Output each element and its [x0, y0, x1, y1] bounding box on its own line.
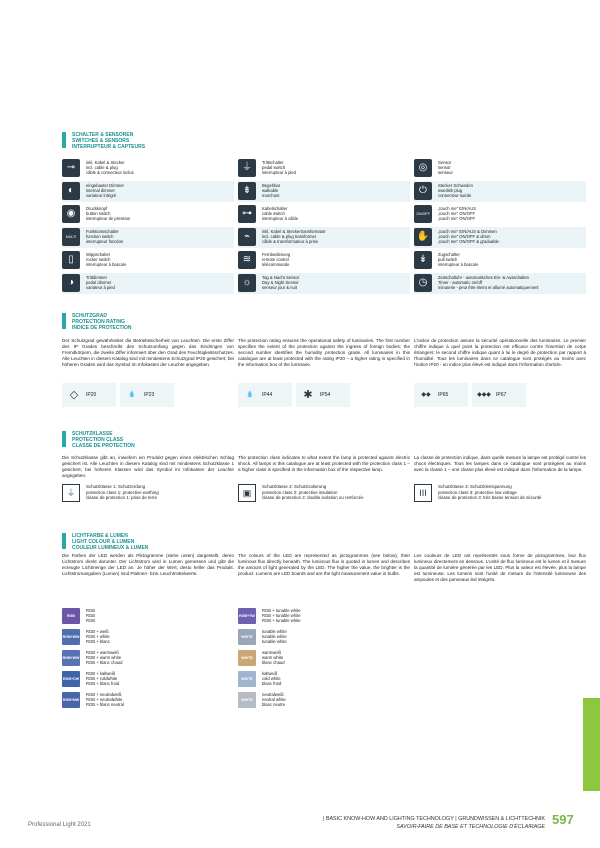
- rgb-cold-white-icon: RGB+CW: [62, 671, 80, 687]
- section-light-colour-bar: [62, 533, 66, 549]
- section-switches-bar: [62, 132, 66, 148]
- cable-plug-icon: ⊸: [62, 159, 80, 177]
- ip-rating-box: [296, 383, 350, 407]
- protection-class-line: classe de protection 3: très basse tension de sécurité: [438, 495, 542, 500]
- switch-label: senseur jour & nuit: [262, 285, 297, 290]
- protection-class-text: [86, 484, 159, 501]
- light-colour-label: neutral white: [262, 697, 286, 702]
- ip-rating-label: IP44: [262, 392, 273, 398]
- switch-label: interrupteur à bascule: [86, 262, 127, 267]
- switch-label: walkable: [262, 188, 279, 193]
- light-colour-label: blanc neutre: [262, 702, 286, 707]
- switch-label: cable switch: [262, 211, 285, 216]
- switch-label: pedal dimmer: [86, 280, 112, 285]
- protection-class-1-icon: ⏚: [62, 484, 80, 502]
- switch-label: „touch me" ON/OFF: [438, 211, 476, 216]
- footer-chapter-line1: | BASIC KNOW-HOW AND LIGHTING TECHNOLOGY | GRUNDWISSEN & LICHTTECHNIK: [322, 816, 545, 822]
- light-colour-label: RGB + coldwhite: [86, 676, 118, 681]
- section-switches-title: [72, 132, 145, 150]
- touch-on-off-icon: ON/OFF: [414, 205, 432, 223]
- ip-rating-box: [120, 383, 174, 407]
- switch-label: Begehbar: [262, 183, 281, 188]
- protection-class-item: [238, 482, 410, 502]
- switch-label: incl. cable & plug transformer: [262, 234, 317, 239]
- ip65-icon: ◆◆: [421, 392, 431, 398]
- switch-label: interrupteur fonction: [86, 239, 124, 244]
- protection-rating-text-en: The protection rating ensures the operational safety of luminaires. The first number specifies the extent of the protection against the ingress of foreign bodies; the second number identifies the humidity protection grade. All luminaires in this catalogue are at least protected with the rating IP20 – a higher rating is specified in the information box of the luminaire.: [238, 338, 410, 367]
- switch-label: pull switch: [438, 257, 458, 262]
- tunable-white-icon: WHITE: [238, 629, 256, 645]
- switch-label: eingebauter Dimmer: [86, 183, 124, 188]
- ip23-icon: 💧: [128, 392, 136, 398]
- ip-rating-box: [414, 383, 468, 407]
- light-colour-label: RGB + warmweiß: [86, 650, 119, 655]
- neutral-white-icon: WHITE: [238, 692, 256, 708]
- function-switch-icon: MULTI: [62, 228, 80, 246]
- switch-label: button switch: [86, 211, 111, 216]
- section-title-en: LIGHT COLOUR & LUMEN: [72, 539, 135, 545]
- switch-label: „touch me" EIN/AUS & Dimmen: [438, 229, 497, 234]
- ip-rating-box: [238, 383, 292, 407]
- remote-control-icon: ≋: [238, 251, 256, 269]
- footer-chapter: [323, 815, 545, 831]
- switch-label: Timer - automatic on/off: [438, 280, 482, 285]
- section-protection-rating-bar: [62, 313, 66, 329]
- switch-label: „touch me" EIN/AUS: [438, 206, 477, 211]
- protection-class-text-de: Die Schutzklasse gibt an, inwiefern ein Produkt gegen einen elektrischen Schlag gesichert ist. Alle Leuchten in diesem Katalog sind mit mindestens Schutzklasse 1 gesichert, bei höheren Klassen wird das Symbol im Infokasten der Leuchte angegeben.: [62, 455, 234, 478]
- light-colour-text-fr: Les couleurs de LED ont représentés sous forme de pictogrammes, leur flux lumineux directement en dessous. L'unité de flux lumineux est le lumen et il mesure la quantité de lumière générée par les LED. Plus la valeur est élevée, plus la lampe est lumineuse. Les lumens sont l'unité de mesure de l'intensité lumineuse des ampoules et des panneaux led intégrés.: [414, 553, 586, 582]
- switch-label: Druckknopf: [86, 206, 108, 211]
- ip-rating-label: IP20: [86, 392, 97, 398]
- switch-label: variateur intégré: [86, 193, 117, 198]
- sensor-icon: ◎: [414, 159, 432, 177]
- switch-label: „touch me" ON/OFF & dimm: [438, 234, 491, 239]
- switch-label: „touch me" ON/OFF: [438, 216, 476, 221]
- chapter-side-tab: [583, 698, 600, 791]
- light-colour-label: blanc froid: [262, 681, 282, 686]
- light-colour-label: RGB + kaltweiß: [86, 671, 116, 676]
- light-colour-text-en: The colours of the LED are represented as pictogrammes (see below), their luminous flux directly beneath. The luminous flux is quoted in lumen and describes the amount of light generated by the LED. The higher the value, the brighter is the product. Lumens are LED boards and are the light measurement value in bulbs.: [238, 553, 410, 576]
- light-colour-label: cold white: [262, 676, 281, 681]
- protection-class-text-fr: La classe de protection indique, dans quelle mesure la lampe est protégé contre les chocs électriques. Tous les lampes dans ce catalogue sont protégées au moins avec la classe 1 – une classe plus élevé est indiqué dans l'information de la lampe.: [414, 455, 586, 472]
- switch-label: sensor: [438, 165, 451, 170]
- switch-label: rocker switch: [86, 257, 111, 262]
- light-colour-label: tunable white: [262, 639, 287, 644]
- ip-rating-label: IP67: [496, 392, 507, 398]
- ip-rating-box: [472, 383, 526, 407]
- ip20-icon: ◇: [69, 389, 79, 401]
- light-colour-label: RGB: [86, 613, 96, 618]
- switch-label: Day & Night Sensor: [262, 280, 299, 285]
- switch-label: interrupteur de pression: [86, 216, 131, 221]
- section-title-de: LICHTFARBE & LUMEN: [72, 533, 128, 539]
- light-colour-label: RGB: [86, 608, 96, 613]
- switch-label: interrupteur à câble: [262, 216, 299, 221]
- switch-label: Wippschalter: [86, 252, 111, 257]
- protection-class-line: Schutzklasse 2: Schutzisolierung: [262, 484, 327, 489]
- protection-rating-text-fr: L'indice de protection assure la sécurité opérationnelle des luminaires. Le premier chiffre indique à quel point la protection est efficace contre l'insertion de corps étrangers; le second chiffre indique quant à lui le degré de protection par rapport à l'humidité. Tous les luminaires dans ce catalogue sont protégés au moins avec l'indice IP20 - un indice plus élevé est indiqué dans l'information d'article.: [414, 338, 586, 367]
- rgb-neutral-white-icon: RGB+NW: [62, 692, 80, 708]
- section-title-fr: CLASSE DE PROTECTION: [72, 443, 135, 449]
- section-title-fr: COULEUR LUMINEUX & LUMEN: [72, 545, 149, 551]
- switch-label: Fernbedienung: [262, 252, 291, 257]
- protection-class-line: protection class 3: protective low voltage: [438, 489, 517, 495]
- ip54-icon: ✱: [303, 389, 313, 401]
- light-colour-label: RGB + neutralwhite: [86, 697, 123, 702]
- protection-rating-text-de: Der Schutzgrad gewährleistet die Betriebssicherheit von Leuchten. Die erste Ziffer des IP Grades beschreibt den Schutzumfang gegen das Eindringen von Fremdkörpern, die zweite Ziffer informiert über den Grad des Feuchtigkeitsschutzes. Alle Leuchten in diesem Katalog sind mit mindestens Schutzgrad IP20 gesichert; bei höheren Graden wird das Symbol im Infokasten der Leuchte angegeben.: [62, 338, 234, 367]
- warm-white-icon: WHITE: [238, 650, 256, 666]
- switch-label: Zeitschaltuhr - automatisches Ein- & Ausschalten: [438, 275, 530, 280]
- ip-rating-label: IP23: [144, 392, 155, 398]
- section-title-en: PROTECTION CLASS: [72, 437, 124, 443]
- light-colour-label: neutralweiß: [262, 692, 284, 697]
- pull-switch-icon: ↡: [414, 251, 432, 269]
- cable-switch-icon: ⊶: [238, 205, 256, 223]
- cold-white-icon: WHITE: [238, 671, 256, 687]
- protection-class-text: [438, 484, 541, 501]
- light-colour-label: RGB + blanc neutral: [86, 702, 124, 707]
- switch-label: remote control: [262, 257, 289, 262]
- switch-label: senseur: [438, 170, 453, 175]
- protection-class-text-en: The protection class indicates to what extent the lamp is protected against electric shock. All lamps in this catalogue are at least protected with the protection class 1 – a higher class is specified in the information box of the respective lamp.: [238, 455, 410, 472]
- switch-label: marchant: [262, 193, 280, 198]
- switch-label: Tag & Nacht Sensor: [262, 275, 300, 280]
- pedal-switch-icon: ⏚: [238, 159, 256, 177]
- timer-icon: ◷: [414, 274, 432, 292]
- switch-label: „touch me" ON/OFF & graduable: [438, 239, 499, 244]
- switch-label: câble & transformateur à prise: [262, 239, 319, 244]
- light-colour-text-de: Die Farben der LED werden als Piktogramme (siehe unten) dargestellt, deren Lichtstrom direkt darunter. Der Lichtstrom wird in Lumen gemessen und gibt die erzeugte Lichtmenge der LED an. Je höher der Wert, desto heller das Produkt. Lichtstromangaben (Lumen) sind Platinen- bzw. Leuchtmittelwerte.: [62, 553, 234, 576]
- footer-chapter-line2: SAVOIR-FAIRE DE BASE ET TECHNOLOGIE D'ÉCLAIRAGE: [396, 824, 545, 830]
- switch-label: interrupteur à bascule: [438, 262, 479, 267]
- switch-label: connecteur suède: [438, 193, 472, 198]
- section-protection-class-bar: [62, 431, 66, 447]
- pedal-dimmer-icon: ◑: [62, 274, 80, 292]
- light-colour-label: RGB + weiß: [86, 629, 109, 634]
- light-colour-label: tunable white: [262, 629, 287, 634]
- switch-label: inkl. Kabel & Steckertransformator: [262, 229, 326, 234]
- switch-label: Stecker Schweden: [438, 183, 473, 188]
- light-colour-label: RGB + warm white: [86, 655, 122, 660]
- switch-label: variateur à pied: [86, 285, 115, 290]
- protection-class-2-icon: ▣: [238, 484, 256, 502]
- rgb-icon: RGB: [62, 608, 80, 624]
- switch-label: swedish plug: [438, 188, 463, 193]
- touch-dimmer-icon: ✋: [414, 228, 432, 246]
- section-protection-class-title: [72, 431, 135, 449]
- ip-rating-label: IP54: [320, 392, 331, 398]
- page-number: 597: [552, 812, 574, 827]
- rocker-switch-icon: ▯: [62, 251, 80, 269]
- swedish-plug-icon: ⏻: [414, 182, 432, 200]
- walkable-icon: ⇟: [238, 182, 256, 200]
- switch-label: pedal switch: [262, 165, 286, 170]
- section-title-de: SCHUTZGRAD: [72, 313, 107, 319]
- switch-label: Trittdimmer: [86, 275, 108, 280]
- dimmer-icon: ◐: [62, 182, 80, 200]
- light-colour-label: RGB + neutralweiß: [86, 692, 122, 697]
- switch-label: incl. cable & plug: [86, 165, 118, 170]
- switch-label: Trittschalter: [262, 160, 284, 165]
- rgb-tunable-white-icon: RGB+TW: [238, 608, 256, 624]
- section-light-colour-title: [72, 533, 148, 551]
- switch-label: Zugschalter: [438, 252, 460, 257]
- switch-label: inkl. Kabel & Stecker: [86, 160, 125, 165]
- light-colour-label: RGB + blanc froid: [86, 681, 120, 686]
- switch-label: function switch: [86, 234, 114, 239]
- section-title-en: PROTECTION RATING: [72, 319, 125, 325]
- switch-label: minuterie - peut être éteint et allumé automatiquement: [438, 285, 539, 290]
- light-colour-label: warmweiß: [262, 650, 282, 655]
- light-colour-label: RGB + tunable white: [262, 613, 301, 618]
- switch-label: Funktionsschalter: [86, 229, 119, 234]
- switch-label: câble & connecteur inclus: [86, 170, 134, 175]
- switch-label: interrupteur à pied: [262, 170, 296, 175]
- protection-class-text: [262, 484, 364, 501]
- light-colour-label: blanc chaud: [262, 660, 285, 665]
- protection-class-line: protection class 2: protective insulation: [262, 489, 338, 495]
- protection-class-3-icon: III: [414, 484, 432, 502]
- light-colour-label: RGB + tunable white: [262, 608, 301, 613]
- light-colour-label: tunable white: [262, 634, 287, 639]
- button-switch-icon: ◉: [62, 205, 80, 223]
- transformer-icon: ⌁: [238, 228, 256, 246]
- light-colour-label: warm white: [262, 655, 284, 660]
- switch-label: Kabelschalter: [262, 206, 288, 211]
- day-night-sensor-icon: ☼: [238, 274, 256, 292]
- light-colour-label: RGB + blanc: [86, 639, 110, 644]
- section-protection-rating-title: [72, 313, 131, 331]
- rgb-warm-white-2-icon: RGB+WW: [62, 650, 80, 666]
- light-colour-label: RGB + blanc chaud: [86, 660, 123, 665]
- ip44-icon: 💧: [246, 392, 254, 398]
- section-title-de: SCHUTZKLASSE: [72, 431, 113, 437]
- section-title-fr: INTERRUPTEUR & CAPTEURS: [72, 144, 146, 150]
- protection-class-line: classe de protection 1: prise de terre: [86, 495, 158, 500]
- protection-class-line: Schutzklasse 3: Schutzkleinspannung: [438, 484, 512, 489]
- footer-brand: Professional Light 2021: [28, 822, 91, 828]
- section-title-fr: INDICE DE PROTECTION: [72, 325, 132, 331]
- ip-rating-label: IP65: [438, 392, 449, 398]
- section-title-en: SWITCHES & SENSORS: [72, 138, 130, 144]
- light-colour-label: RGB + tunable white: [262, 618, 301, 623]
- light-colour-label: kaltweiß: [262, 671, 278, 676]
- protection-class-line: classe de protection 2: double isolation ou renforcée: [262, 495, 364, 500]
- switch-label: internal dimmer: [86, 188, 115, 193]
- protection-class-item: [62, 482, 234, 502]
- switch-label: Sensor: [438, 160, 452, 165]
- rgb-warm-white-icon: RGB+WW: [62, 629, 80, 645]
- ip67-icon: ◆◆◆: [477, 392, 491, 398]
- protection-class-line: protection class 1: protective earthing: [86, 489, 159, 495]
- section-title-de: SCHALTER & SENSOREN: [72, 132, 134, 138]
- light-colour-label: RGB + white: [86, 634, 110, 639]
- ip-rating-box: [62, 383, 116, 407]
- protection-class-line: Schutzklasse 1: Schutzerdung: [86, 484, 146, 489]
- switch-label: télécommande: [262, 262, 290, 267]
- light-colour-label: RGB: [86, 618, 96, 623]
- protection-class-item: [414, 482, 586, 502]
